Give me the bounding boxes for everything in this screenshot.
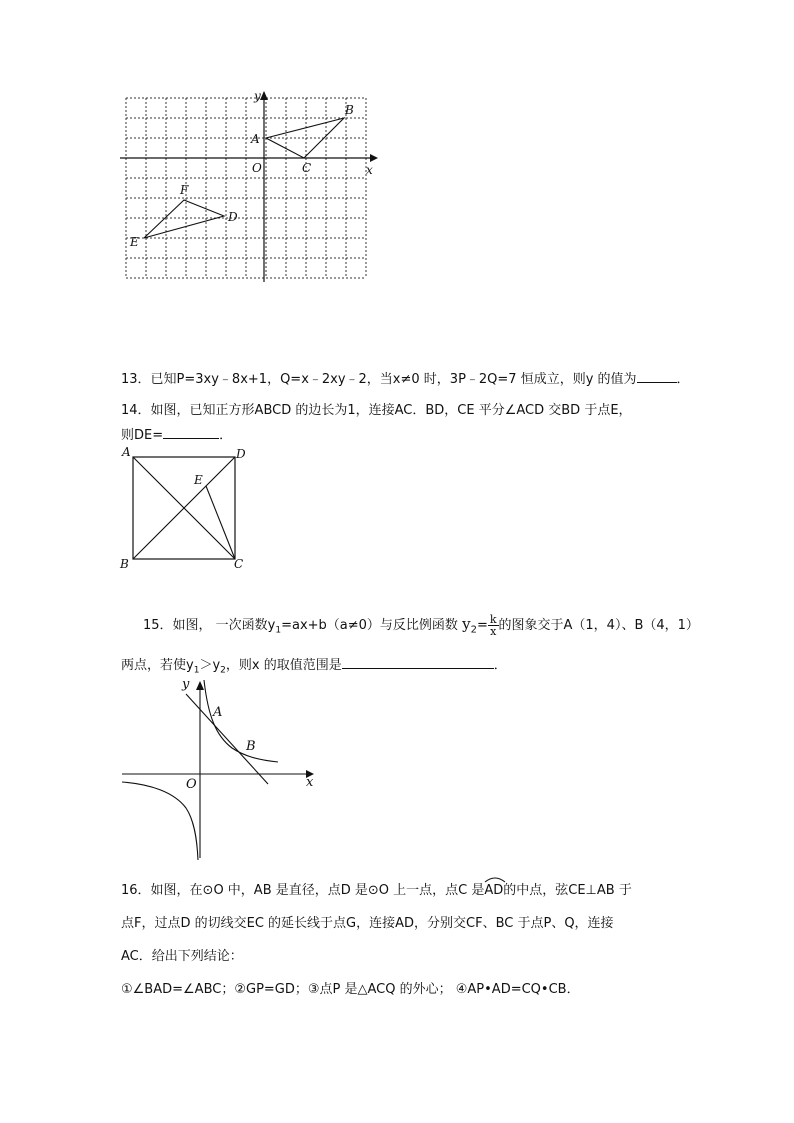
q14-answer-blank [163, 426, 219, 439]
graph-label-a: A [213, 705, 223, 720]
question-14-line-2 [121, 424, 232, 443]
q16-number: 16． [121, 883, 151, 898]
q13-answer-blank [637, 370, 677, 383]
q13-end: ． [676, 372, 690, 387]
q15-line2-a: 两点，若使y [121, 658, 194, 673]
q15-line2-sub2: 2 [220, 665, 226, 676]
q15-line2-b: ＞y [199, 658, 221, 673]
bisector-ce [206, 486, 235, 559]
origin-label: O [252, 161, 262, 175]
q15-line1-a: 如图， 一次函数y [172, 618, 276, 633]
graph-label-b: B [246, 739, 256, 754]
y-axis-arrow [260, 91, 268, 100]
triangle-def [144, 200, 224, 238]
x-axis-arrow [370, 154, 378, 162]
question-16-line-4 [121, 978, 580, 997]
q16-arc-label: AD [484, 883, 504, 898]
graph-y-axis-arrow [196, 681, 204, 690]
q15-eq: = [476, 618, 488, 633]
arc-mark-icon [484, 875, 506, 883]
point-e-label: E [130, 235, 139, 249]
question-16-line-3 [121, 945, 243, 964]
hyperbola-branch-1 [204, 680, 278, 762]
q15-line2-c: ，则x 的取值范围是 [225, 658, 342, 673]
q13-number: 13． [121, 372, 151, 387]
q13-text: 已知P=3xy﹣8x+1，Q=x﹣2xy﹣2，当x≠0 时，3P﹣2Q=7 恒成立，则y 的值为 [150, 372, 637, 387]
point-b-label: B [345, 103, 354, 117]
point-d-label: D [228, 210, 238, 224]
function-graph-figure [120, 676, 320, 862]
triangle-abc [266, 118, 344, 158]
question-15-line-1 [143, 614, 699, 637]
q16-arc-ad [484, 883, 503, 898]
q15-answer-blank [342, 656, 494, 669]
square-abcd-figure [116, 444, 250, 574]
question-14-line-1 [121, 399, 632, 418]
graph-label-x: x [306, 775, 314, 790]
q15-line2-sub1: 1 [193, 665, 200, 676]
square-label-c: C [234, 557, 244, 571]
q15-number: 15． [143, 618, 173, 633]
q15-y2: y [462, 615, 471, 633]
point-c-label: C [302, 161, 312, 175]
hyperbola-branch-3 [122, 782, 198, 860]
q15-fraction [488, 614, 499, 637]
q16-line3: AC．给出下列结论： [121, 949, 243, 964]
q16-line4: ①∠BAD=∠ABC；②GP=GD；③点P 是△ACQ 的外心； ④AP•AD=CQ•CB． [121, 982, 580, 997]
dotted-grid [126, 98, 366, 278]
square-label-b: B [120, 557, 129, 571]
question-13 [121, 368, 690, 387]
square-label-d: D [236, 447, 246, 461]
question-16-line-2 [121, 912, 614, 931]
q14-line1: 如图，已知正方形ABCD 的边长为1，连接AC．BD，CE 平分∠ACD 交BD 于点E， [150, 403, 632, 418]
q15-line1-b: =ax+b（a≠0）与反比例函数 [281, 618, 458, 633]
q15-sub1: 1 [275, 625, 282, 636]
q15-line1-c: 的图象交于A（1，4）、B（4，1） [498, 618, 699, 633]
point-f-label: F [180, 183, 189, 197]
q15-frac-den: x [490, 625, 497, 638]
q14-line2-prefix: 则DE= [121, 428, 164, 443]
square-label-e: E [194, 473, 203, 487]
q15-frac-num: k [489, 613, 497, 626]
q16-line1-a: 如图，在⊙O 中，AB 是直径，点D 是⊙O 上一点，点C 是 [150, 883, 485, 898]
point-a-label: A [251, 132, 260, 146]
graph-label-o: O [186, 777, 197, 792]
square-label-a: A [122, 445, 131, 459]
q16-line2: 点F，过点D 的切线交EC 的延长线于点G，连接AD，分别交CF、BC 于点P、Q，连接 [121, 916, 614, 931]
q14-end: ． [219, 428, 233, 443]
q16-line1-b: 的中点，弦CE⊥AB 于 [503, 883, 632, 898]
y-label: y [254, 89, 261, 103]
x-label: x [366, 163, 373, 177]
question-16-line-1 [121, 879, 632, 898]
grid-triangles-figure [118, 88, 380, 284]
q15-end: ． [493, 658, 507, 673]
question-15-line-2 [121, 654, 507, 676]
linear-function-line [186, 694, 268, 784]
q15-y2-sub: 2 [470, 624, 477, 636]
q14-number: 14． [121, 403, 151, 418]
graph-label-y: y [182, 677, 190, 692]
